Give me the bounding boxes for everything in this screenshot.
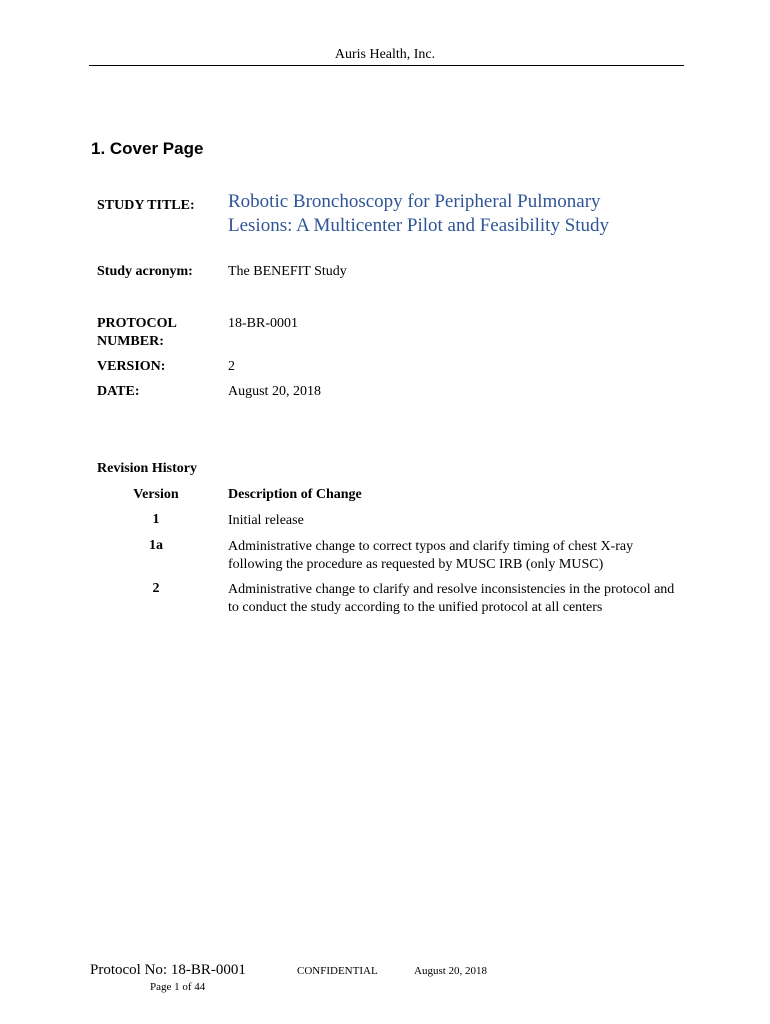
revision-row-2-version: 1a — [149, 538, 163, 553]
section-title: 1. Cover Page — [91, 139, 204, 158]
footer-confidential: CONFIDENTIAL — [297, 965, 378, 977]
protocol-label-line-2: NUMBER: — [97, 334, 164, 349]
header-company: Auris Health, Inc. — [334, 47, 436, 62]
header-rule — [89, 65, 684, 66]
acronym-label: Study acronym: — [97, 264, 193, 279]
version-label: VERSION: — [97, 359, 166, 374]
revision-row-1-description: Initial release — [228, 513, 304, 528]
study-title-line-1: Robotic Bronchoscopy for Peripheral Pulmonary — [228, 191, 601, 212]
study-title-label: STUDY TITLE: — [97, 198, 195, 213]
revision-row-3-version: 2 — [152, 581, 160, 596]
revision-column-version: Version — [133, 487, 179, 502]
revision-row-2-description: Administrative change to correct typos and clarify timing of chest X-ray following the procedure as requested by MUSC IRB (only MUSC) — [228, 539, 634, 572]
protocol-value: 18-BR-0001 — [228, 316, 298, 331]
study-title-line-2: Lesions: A Multicenter Pilot and Feasibility Study — [228, 215, 610, 236]
footer-protocol: Protocol No: 18-BR-0001 — [90, 962, 246, 978]
study-title-value — [228, 190, 609, 238]
date-value: August 20, 2018 — [228, 384, 321, 399]
acronym-value: The BENEFIT Study — [228, 264, 347, 279]
revision-row-1-version: 1 — [152, 512, 160, 527]
footer-page-number: Page 1 of 44 — [150, 981, 206, 993]
version-value: 2 — [228, 359, 235, 374]
date-label: DATE: — [97, 384, 140, 399]
revision-column-description: Description of Change — [228, 487, 362, 502]
revision-row-3-description: Administrative change to clarify and resolve inconsistencies in the protocol and to conduct the study according to the unified protocol at all centers — [228, 582, 675, 615]
revision-history-heading: Revision History — [97, 461, 197, 476]
footer-date: August 20, 2018 — [414, 965, 488, 977]
protocol-label-line-1: PROTOCOL — [97, 316, 177, 331]
